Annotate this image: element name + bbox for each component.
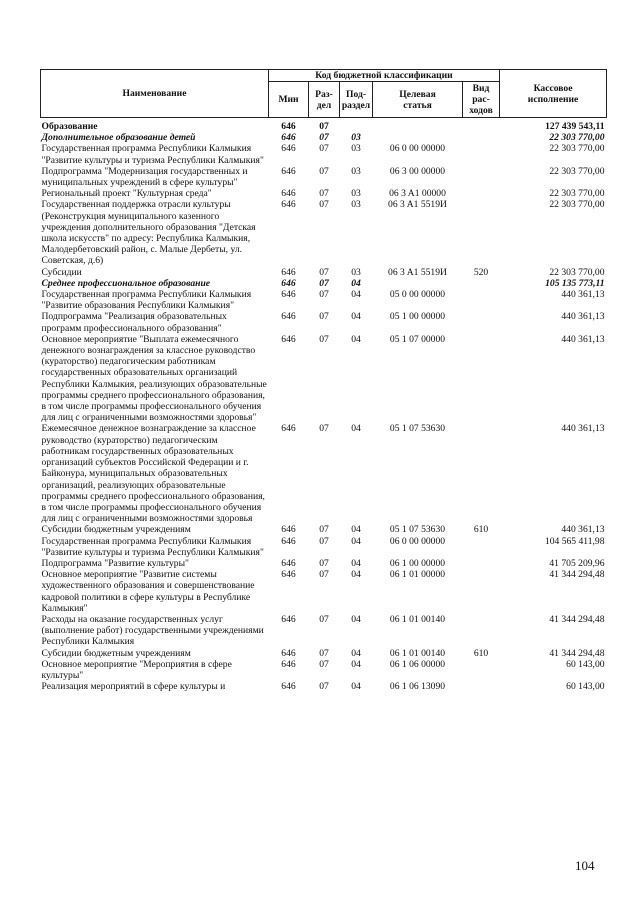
cell-celevaya: 05 1 00 00000	[389, 311, 446, 323]
cell-amount: 127 439 543,11	[545, 121, 605, 132]
cell-name: Государственная поддержка отрасли культуры (Реконструкция муниципального казенного учреждения дополнительного образования "Детская школа искусств" по адресу: Республика Калмыкия, Малодербетовский район, с. Малые Дербеты, ул. Советская, д.6)	[41, 199, 256, 267]
cell-celevaya	[373, 132, 463, 143]
table-row	[41, 166, 607, 188]
cell-min: 646	[281, 199, 296, 211]
cell-min: 646	[281, 681, 296, 693]
cell-name: Основное мероприятие "Мероприятия в сфере культуры"	[41, 658, 232, 681]
cell-amount: 22 303 770,00	[549, 266, 605, 278]
cell-name: Дополнительное образование детей	[41, 132, 196, 144]
cell-podrazdel	[340, 118, 373, 133]
budget-table	[40, 69, 607, 692]
cell-vid	[463, 423, 500, 524]
cell-name: Подпрограмма "Реализация образовательных программ профессионального образования"	[41, 311, 227, 334]
cell-razdel: 07	[319, 165, 329, 177]
cell-celevaya: 06 1 01 00140	[389, 647, 446, 659]
cell-name: Подпрограмма "Развитие культуры"	[41, 557, 189, 569]
table-row	[41, 132, 607, 143]
cell-razdel: 07	[319, 277, 329, 289]
table-row	[41, 311, 607, 333]
table-row	[41, 536, 607, 558]
cell-amount: 22 303 770,00	[549, 132, 605, 144]
cell-celevaya: 06 3 00 00000	[389, 165, 446, 177]
cell-name: Субсидии	[41, 266, 82, 278]
cell-razdel: 07	[319, 647, 329, 659]
cell-name: Реализация мероприятий в сфере культуры и	[41, 681, 226, 693]
cell-razdel: 07	[319, 613, 329, 625]
cell-podrazdel: 04	[351, 524, 361, 536]
cell-vid	[463, 118, 500, 133]
cell-name: Ежемесячное денежное вознаграждение за классное руководство (кураторство) педагогическим работникам государственных образовательных организаций субъектов Российской Федерации и г. Байконура, муниципальных образовательных организаций, реализующих образовательные программы среднего профессионального образования, в том числе программы профессионального обучения для лиц с ограниченными возможностями здоровья	[41, 423, 265, 525]
cell-podrazdel: 03	[351, 143, 361, 155]
cell-amount: 60 143,00	[566, 681, 605, 693]
cell-razdel: 07	[319, 199, 329, 211]
cell-vid: 610	[473, 524, 489, 536]
cell-razdel: 07	[319, 311, 329, 323]
cell-celevaya: 06 3 A1 00000	[389, 188, 446, 200]
cell-vid	[463, 614, 500, 648]
table-row	[41, 199, 607, 266]
cell-min: 646	[281, 557, 296, 569]
cell-podrazdel: 03	[351, 199, 361, 211]
cell-celevaya: 06 1 06 00000	[389, 658, 446, 670]
cell-vid	[463, 569, 500, 614]
cell-amount: 22 303 770,00	[549, 143, 605, 155]
cell-name: Расходы на оказание государственных услуг (выполнение работ) государственными учреждениями Республики Калмыкия	[41, 613, 264, 648]
cell-min: 646	[281, 165, 296, 177]
table-row	[41, 558, 607, 569]
cell-vid	[463, 188, 500, 199]
cell-amount: 41 344 294,48	[549, 613, 605, 625]
header-min: Мин	[269, 82, 309, 118]
header-razdel: Раз- дел	[309, 82, 340, 118]
cell-amount: 41 705 209,96	[549, 557, 605, 569]
cell-celevaya: 06 3 A1 5519И	[388, 266, 447, 278]
cell-min: 646	[281, 311, 296, 323]
cell-podrazdel: 04	[351, 557, 361, 569]
table-row	[41, 648, 607, 659]
cell-amount: 104 565 411,98	[544, 535, 605, 547]
cell-name: Государственная программа Республики Калмыкия "Развитие культуры и туризма Республики Калмыкия"	[41, 535, 264, 558]
cell-podrazdel: 04	[351, 333, 361, 345]
cell-min: 646	[281, 524, 296, 536]
cell-podrazdel: 03	[351, 266, 361, 278]
cell-min: 646	[281, 143, 296, 155]
cell-razdel: 07	[319, 681, 329, 693]
cell-amount: 440 361,13	[561, 333, 605, 345]
header-podrazdel: Под- раздел	[340, 82, 373, 118]
cell-min: 646	[281, 289, 296, 301]
cell-razdel: 07	[319, 535, 329, 547]
cell-razdel: 07	[319, 121, 329, 132]
header-vid: Вид рас- ходов	[463, 82, 500, 118]
table-row	[41, 143, 607, 165]
table-row	[41, 569, 607, 614]
cell-celevaya	[373, 278, 463, 289]
cell-celevaya: 06 3 A1 5519И	[388, 199, 447, 211]
cell-vid	[463, 536, 500, 558]
cell-podrazdel: 04	[351, 535, 361, 547]
cell-razdel: 07	[319, 557, 329, 569]
cell-podrazdel: 03	[351, 165, 361, 177]
cell-podrazdel: 04	[351, 289, 361, 301]
cell-podrazdel: 04	[351, 569, 361, 581]
cell-vid	[463, 166, 500, 188]
cell-min: 646	[281, 333, 296, 345]
cell-podrazdel: 03	[351, 132, 361, 144]
cell-amount: 22 303 770,00	[549, 199, 605, 211]
header-kassovoe: Кассовое исполнение	[500, 70, 607, 118]
cell-podrazdel: 04	[351, 658, 361, 670]
cell-vid: 610	[473, 647, 489, 659]
table-row	[41, 289, 607, 311]
cell-celevaya: 05 1 07 53630	[389, 524, 446, 536]
cell-celevaya: 06 0 00 00000	[389, 143, 446, 155]
table-row	[41, 524, 607, 535]
cell-razdel: 07	[319, 524, 329, 536]
cell-min: 646	[281, 121, 296, 132]
cell-min: 646	[281, 266, 296, 278]
cell-vid	[463, 681, 500, 692]
cell-razdel: 07	[319, 266, 329, 278]
cell-amount: 22 303 770,00	[549, 165, 605, 177]
cell-podrazdel: 04	[351, 613, 361, 625]
cell-amount: 41 344 294,48	[549, 647, 605, 659]
cell-podrazdel: 04	[351, 681, 361, 693]
cell-vid	[463, 311, 500, 333]
cell-amount: 440 361,13	[561, 524, 605, 536]
cell-vid	[463, 289, 500, 311]
cell-vid: 520	[473, 266, 489, 278]
cell-celevaya: 05 0 00 00000	[389, 289, 446, 301]
cell-name: Региональный проект "Культурная среда"	[41, 188, 212, 200]
cell-vid	[463, 334, 500, 424]
cell-celevaya: 06 1 01 00000	[389, 569, 446, 581]
cell-razdel: 07	[319, 289, 329, 301]
cell-name: Государственная программа Республики Калмыкия "Развитие образования Республики Калмыкия"	[41, 289, 252, 312]
cell-min: 646	[281, 535, 296, 547]
cell-razdel: 07	[319, 658, 329, 670]
table-row	[41, 423, 607, 524]
cell-podrazdel: 03	[351, 188, 361, 200]
cell-celevaya: 06 1 00 00000	[389, 557, 446, 569]
cell-min: 646	[281, 647, 296, 659]
cell-min: 646	[281, 423, 296, 435]
table-row	[41, 278, 607, 289]
header-budget-code: Код бюджетной классификации	[269, 70, 500, 82]
cell-amount: 60 143,00	[566, 658, 605, 670]
cell-celevaya: 05 1 07 53630	[389, 423, 446, 435]
table-row	[41, 659, 607, 681]
table-row	[41, 681, 607, 692]
cell-razdel: 07	[319, 333, 329, 345]
table-header	[41, 70, 607, 118]
cell-vid	[463, 132, 500, 143]
cell-celevaya: 06 1 01 00140	[389, 613, 446, 625]
cell-celevaya: 05 1 07 00000	[389, 333, 446, 345]
cell-amount: 105 135 773,11	[545, 277, 605, 289]
cell-name: Образование	[41, 121, 98, 132]
table-row	[41, 267, 607, 278]
cell-min: 646	[281, 132, 296, 144]
cell-razdel: 07	[319, 132, 329, 144]
cell-name: Подпрограмма "Модернизация государственных и муниципальных учреждений в сфере культуры"	[41, 165, 248, 189]
cell-razdel: 07	[319, 188, 329, 200]
page-number: 104	[575, 858, 595, 873]
table-body	[41, 118, 607, 693]
cell-podrazdel: 04	[351, 311, 361, 323]
cell-celevaya	[373, 118, 463, 133]
cell-name: Среднее профессиональное образование	[41, 277, 211, 289]
cell-celevaya: 06 0 00 00000	[389, 535, 446, 547]
cell-amount: 22 303 770,00	[549, 188, 605, 200]
cell-name: Основное мероприятие "Развитие системы художественного образования и совершенствование кадровой политики в сфере культуры в Республике Калмыкия"	[41, 569, 255, 614]
cell-name: Основное мероприятие "Выплата ежемесячного денежного вознаграждения за классное руководство (кураторство) педагогическим работникам государственных образовательных организаций Республики Калмыкия, реализующих образовательные программы среднего профессионального образования, в том числе программы профессионального обучения для лиц с ограниченными возможностями здоровья"	[41, 333, 267, 424]
cell-min: 646	[281, 658, 296, 670]
cell-podrazdel: 04	[351, 277, 361, 289]
cell-amount: 440 361,13	[561, 423, 605, 435]
cell-amount: 41 344 294,48	[549, 569, 605, 581]
cell-razdel: 07	[319, 423, 329, 435]
cell-vid	[463, 143, 500, 165]
cell-amount: 440 361,13	[561, 311, 605, 323]
table-row	[41, 334, 607, 424]
cell-min: 646	[281, 277, 296, 289]
cell-vid	[463, 199, 500, 266]
cell-podrazdel: 04	[351, 647, 361, 659]
cell-razdel: 07	[319, 143, 329, 155]
cell-name: Субсидии бюджетным учреждениям	[41, 524, 191, 536]
cell-min: 646	[281, 569, 296, 581]
cell-name: Государственная программа Республики Калмыкия "Развитие культуры и туризма Республики Калмыкия"	[41, 143, 264, 166]
table-row	[41, 614, 607, 648]
cell-razdel: 07	[319, 569, 329, 581]
table-row	[41, 188, 607, 199]
cell-podrazdel: 04	[351, 423, 361, 435]
cell-vid	[463, 659, 500, 681]
cell-min: 646	[281, 613, 296, 625]
cell-amount: 440 361,13	[561, 289, 605, 301]
cell-celevaya: 06 1 06 13090	[389, 681, 446, 693]
header-name: Наименование	[41, 70, 269, 118]
table-row	[41, 118, 607, 133]
cell-name: Субсидии бюджетным учреждениям	[41, 647, 191, 659]
cell-vid	[463, 278, 500, 289]
header-celevaya: Целевая статья	[373, 82, 463, 118]
cell-min: 646	[281, 188, 296, 200]
cell-vid	[463, 558, 500, 569]
